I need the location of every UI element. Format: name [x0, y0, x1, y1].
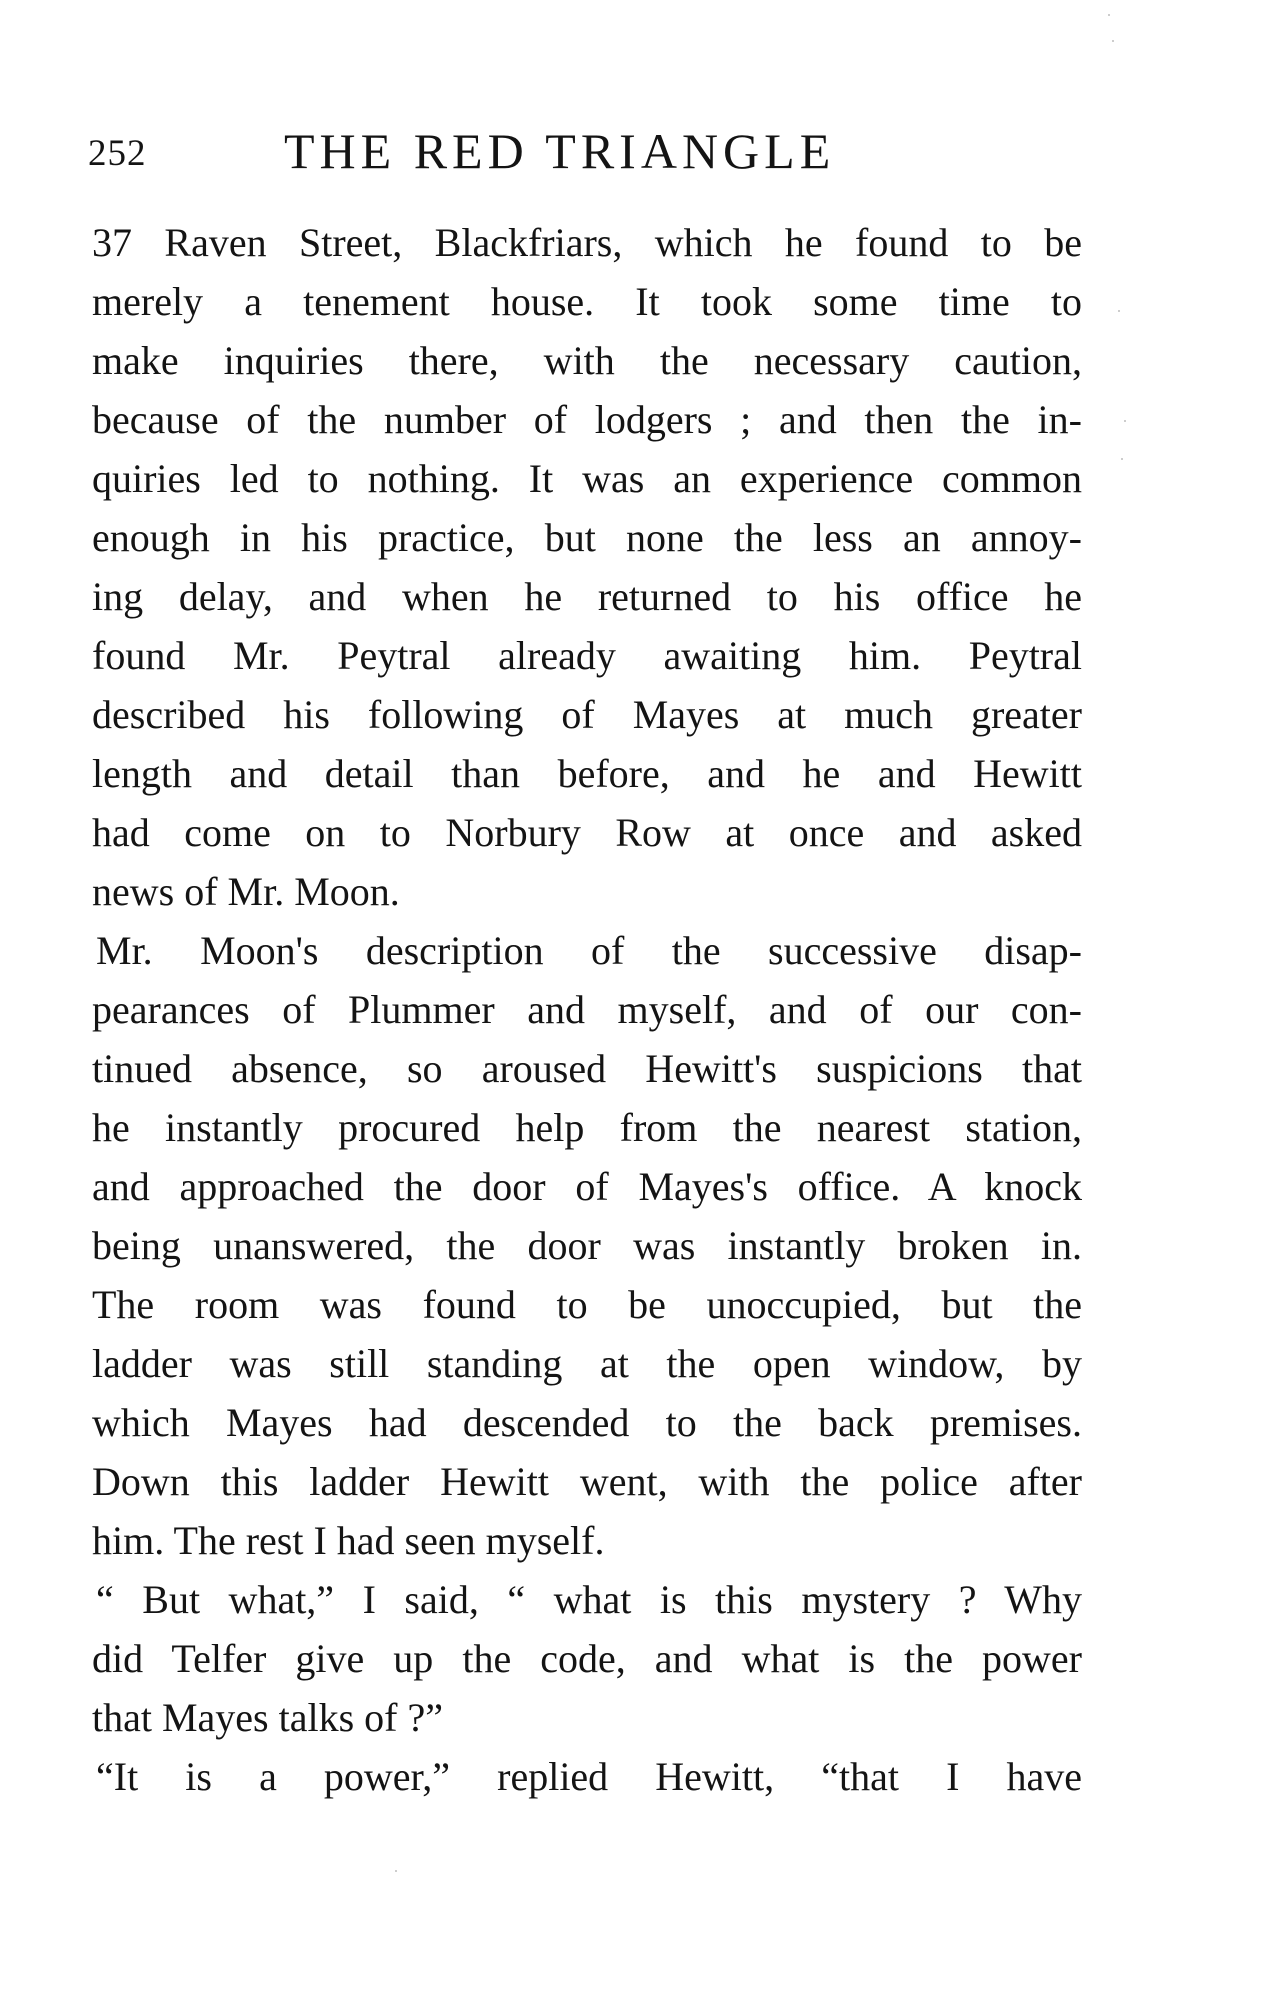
text-line: described his following of Mayes at much greater — [92, 692, 1082, 737]
scan-speck — [1124, 420, 1126, 422]
text-line: tinued absence, so aroused Hewitt's suspicions that — [92, 1046, 1082, 1091]
page-number: 252 — [88, 133, 147, 174]
text-line: and approached the door of Mayes's office. A knock — [92, 1164, 1082, 1209]
text-line: pearances of Plummer and myself, and of our con- — [92, 987, 1082, 1032]
text-line: enough in his practice, but none the less an annoy- — [92, 515, 1082, 560]
scan-speck — [1118, 310, 1120, 312]
text-line: 37 Raven Street, Blackfriars, which he found to be — [92, 220, 1082, 265]
scan-speck — [395, 1870, 397, 1872]
scan-speck — [1108, 14, 1110, 16]
scan-speck — [1121, 458, 1123, 460]
text-line: make inquiries there, with the necessary caution, — [92, 338, 1082, 383]
text-line: which Mayes had descended to the back premises. — [92, 1400, 1082, 1445]
text-line: “ But what,” I said, “ what is this mystery ? Why — [96, 1577, 1082, 1622]
page-header — [88, 122, 1088, 182]
text-line: had come on to Norbury Row at once and asked — [92, 810, 1082, 855]
text-line: he instantly procured help from the nearest station, — [92, 1105, 1082, 1150]
text-line: Down this ladder Hewitt went, with the police after — [92, 1459, 1082, 1504]
text-line: found Mr. Peytral already awaiting him. Peytral — [92, 633, 1082, 678]
text-line: news of Mr. Moon. — [92, 869, 400, 914]
running-title: THE RED TRIANGLE — [284, 123, 836, 179]
text-line: being unanswered, the door was instantly broken in. — [92, 1223, 1082, 1268]
text-line: Mr. Moon's description of the successive disap- — [96, 928, 1082, 973]
scan-speck — [1112, 40, 1114, 42]
text-line: ladder was still standing at the open window, by — [92, 1341, 1082, 1386]
text-line: quiries led to nothing. It was an experience common — [92, 456, 1082, 501]
text-line: merely a tenement house. It took some time to — [92, 279, 1082, 324]
text-line: length and detail than before, and he and Hewitt — [92, 751, 1082, 796]
text-line: did Telfer give up the code, and what is the power — [92, 1636, 1082, 1681]
text-line: ing delay, and when he returned to his office he — [92, 574, 1082, 619]
text-line: “It is a power,” replied Hewitt, “that I have — [96, 1754, 1082, 1799]
text-line: him. The rest I had seen myself. — [92, 1518, 605, 1563]
body-text — [92, 213, 1082, 1806]
text-line: The room was found to be unoccupied, but the — [92, 1282, 1082, 1327]
text-line: that Mayes talks of ?” — [92, 1695, 443, 1740]
text-line: because of the number of lodgers ; and then the in- — [92, 397, 1082, 442]
